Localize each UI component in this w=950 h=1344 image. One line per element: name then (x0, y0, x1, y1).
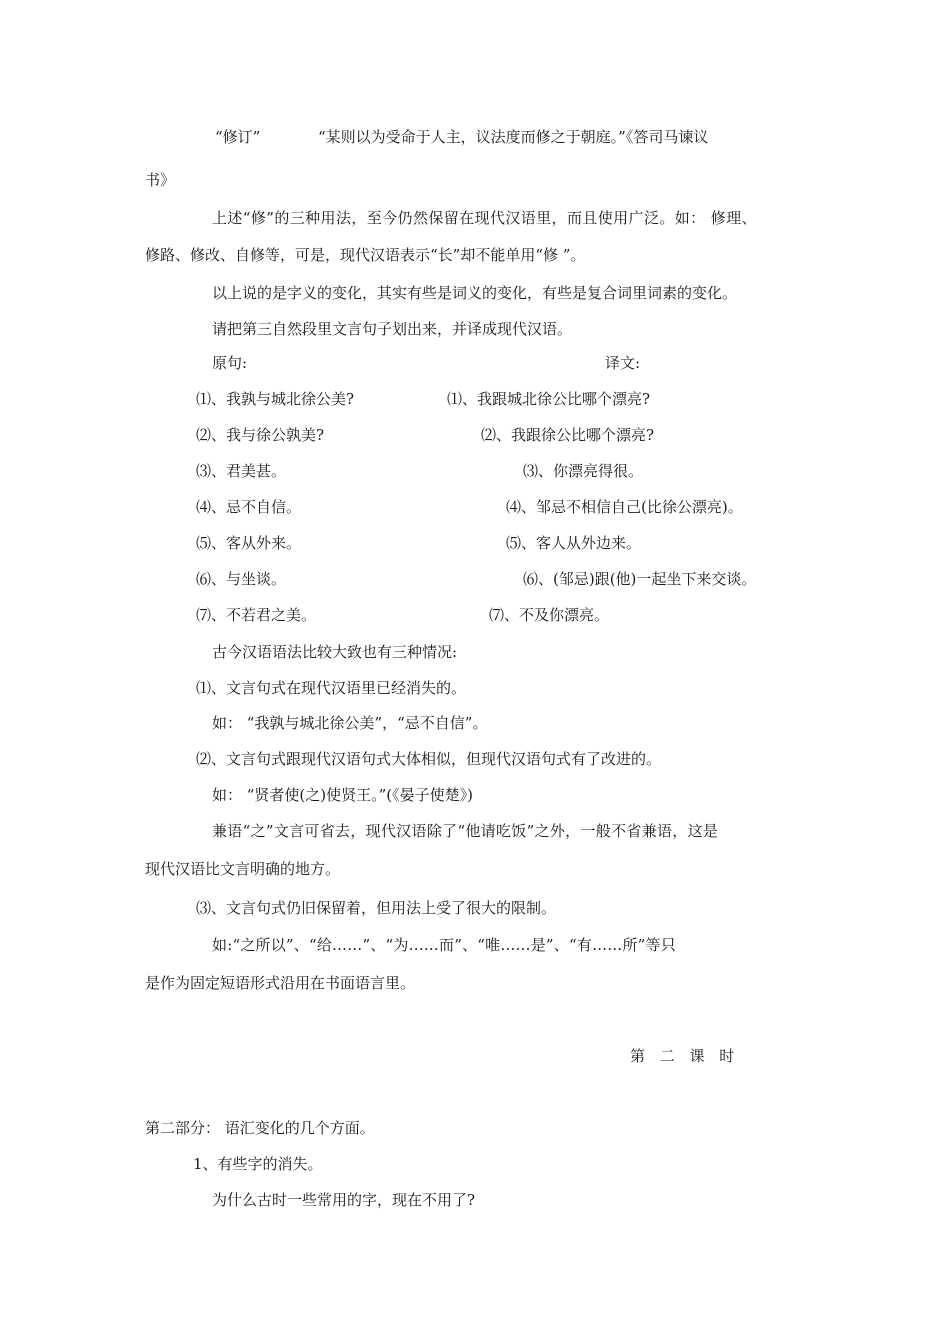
translation-sentence: ⑶、你漂亮得很。 (523, 462, 644, 480)
original-sentence: ⑸、客从外来。 (196, 534, 302, 552)
original-sentence: ⑹、与坐谈。 (196, 570, 287, 588)
original-sentence: ⑶、君美甚。 (196, 462, 287, 480)
part-two-title: 第二部分： 语汇变化的几个方面。 (145, 1119, 375, 1137)
grammar-case-1-example: 如： “我孰与城北徐公美”，“忌不自信”。 (212, 714, 488, 732)
translation-sentence: ⑸、客人从外边来。 (506, 534, 642, 552)
grammar-case-3-example-line1: 如:“之所以”、“给……”、“为……而”、“唯……是”、“有……所”等只 (212, 936, 676, 954)
original-sentence: ⑴、我孰与城北徐公美? (196, 390, 355, 408)
grammar-case-2-note-line2: 现代汉语比文言明确的地方。 (145, 860, 341, 878)
translation-sentence: ⑵、我跟徐公比哪个漂亮? (481, 426, 655, 444)
usage-paragraph-line2: 修路、修改、自修等，可是，现代汉语表示“长”却不能单用“修 ”。 (145, 246, 586, 264)
header-original: 原句: (212, 354, 248, 372)
lesson-heading: 第 二 课 时 (630, 1047, 735, 1065)
grammar-intro: 古今汉语语法比较大致也有三种情况: (212, 643, 458, 661)
term-xiuding: “修订” (215, 128, 261, 146)
part-two-point-1: 1、有些字的消失。 (193, 1155, 323, 1173)
word-change-note: 以上说的是字义的变化，其实有些是词义的变化，有些是复合词里词素的变化。 (212, 284, 738, 302)
usage-paragraph-line1: 上述“修”的三种用法，至今仍然保留在现代汉语里，而且使用广泛。如： 修理、 (212, 209, 757, 227)
quote-xiuding-cont: 书》 (145, 171, 176, 189)
translation-sentence: ⑺、不及你漂亮。 (489, 606, 610, 624)
original-sentence: ⑵、我与徐公孰美? (196, 426, 325, 444)
grammar-case-1-title: ⑴、文言句式在现代汉语里已经消失的。 (196, 679, 467, 697)
translation-sentence: ⑷、邹忌不相信自己(比徐公漂亮)。 (506, 498, 743, 516)
header-translation: 译文: (605, 354, 641, 372)
translation-sentence: ⑴、我跟城北徐公比哪个漂亮? (447, 390, 651, 408)
translation-sentence: ⑹、(邹忌)跟(他)一起坐下来交谈。 (523, 570, 757, 588)
grammar-case-2-example: 如： “贤者使(之)使贤王。”(《晏子使楚》) (212, 786, 474, 804)
grammar-case-2-note-line1: 兼语“之”文言可省去，现代汉语除了“他请吃饭”之外，一般不省兼语，这是 (212, 822, 719, 840)
part-two-question: 为什么古时一些常用的字，现在不用了? (212, 1191, 476, 1209)
instruction: 请把第三自然段里文言句子划出来，并译成现代汉语。 (212, 320, 573, 338)
quote-xiuding: “某则以为受命于人主，议法度而修之于朝庭。”《答司马谏议 (318, 128, 709, 146)
original-sentence: ⑷、忌不自信。 (196, 498, 302, 516)
grammar-case-3-title: ⑶、文言句式仍旧保留着，但用法上受了很大的限制。 (196, 899, 557, 917)
original-sentence: ⑺、不若君之美。 (196, 606, 317, 624)
grammar-case-3-example-line2: 是作为固定短语形式沿用在书面语言里。 (145, 974, 416, 992)
grammar-case-2-title: ⑵、文言句式跟现代汉语句式大体相似，但现代汉语句式有了改进的。 (196, 750, 662, 768)
